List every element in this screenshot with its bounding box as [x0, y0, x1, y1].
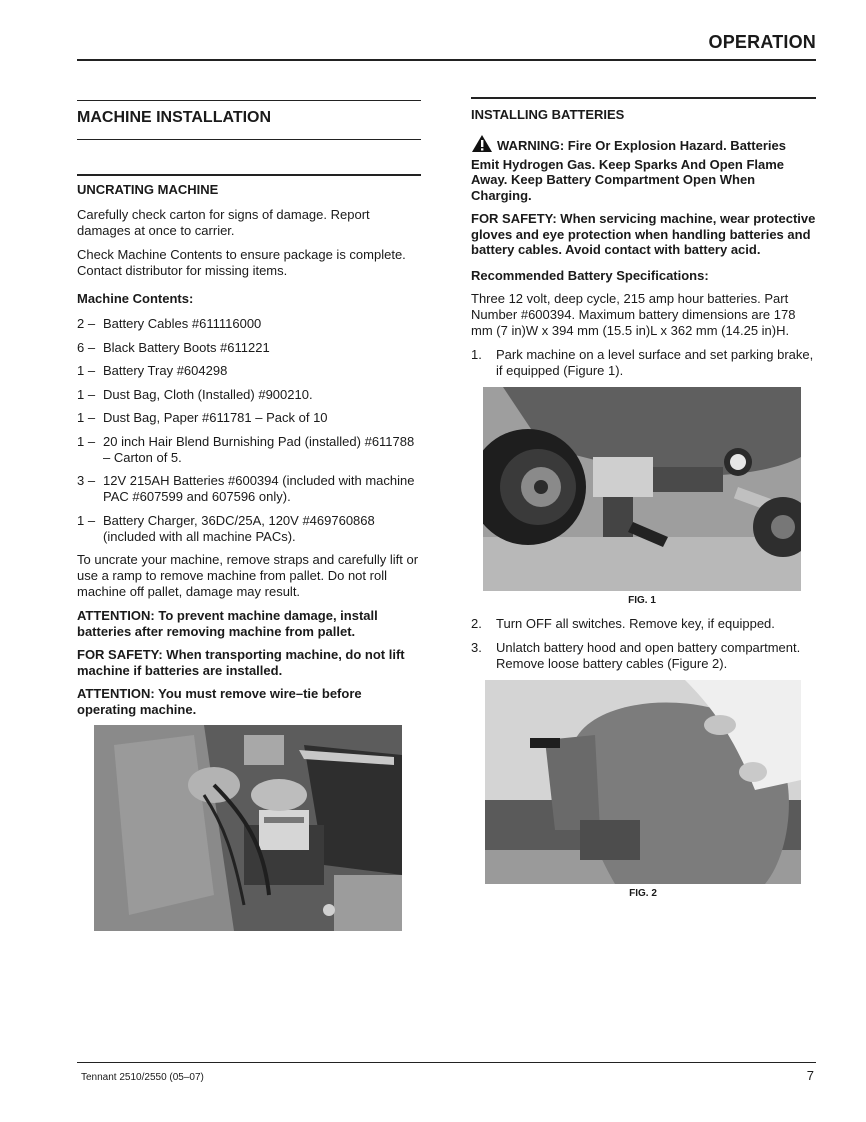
photo-figure-1: [483, 387, 801, 591]
figure-1-illustration: [483, 387, 801, 591]
safety-transport: FOR SAFETY: When transporting machine, do not lift machine if batteries are installed.: [77, 647, 405, 678]
warning-triangle-icon: [471, 134, 493, 157]
list-item: 1 – Dust Bag, Paper #611781 – Pack of 10: [77, 410, 328, 425]
figure-2-illustration: [485, 680, 801, 884]
warning-text: WARNING: Fire Or Explosion Hazard. Batteries Emit Hydrogen Gas. Keep Sparks And Open Flame Away. Keep Battery Compartment Open When Charging.: [471, 138, 786, 203]
list-item: 1. Park machine on a level surface and set parking brake, if equipped (Figure 1).: [471, 346, 814, 378]
list-item: 1 – Dust Bag, Cloth (Installed) #900210.: [77, 386, 313, 402]
section-rule-top: [77, 100, 421, 101]
figure-1-caption: FIG. 1: [628, 594, 656, 606]
paragraph-check-carton: Carefully check carton for signs of damage. Report damages at once to carrier.: [77, 207, 370, 238]
steps-list-b: [471, 616, 816, 672]
machine-contents-list: [77, 316, 421, 545]
figure-2-caption: FIG. 2: [629, 887, 657, 899]
steps-list-a: [471, 347, 816, 379]
uncrating-title: UNCRATING MACHINE: [77, 182, 219, 197]
safety-servicing: FOR SAFETY: When servicing machine, wear protective gloves and eye protection when handling batteries and battery cables. Avoid contact with battery acid.: [471, 211, 816, 257]
list-item: 1 – Battery Tray #604298: [77, 363, 228, 378]
left-column: [77, 100, 421, 931]
footer-document-id: Tennant 2510/2550 (05–07): [81, 1072, 204, 1083]
right-column: [471, 97, 816, 909]
footer-rule: [77, 1062, 816, 1063]
list-item: 3 – 12V 215AH Batteries #600394 (included with machine PAC #607599 and 607596 only).: [77, 473, 415, 504]
list-item: 3. Unlatch battery hood and open battery compartment. Remove loose battery cables (Figure 2).: [471, 639, 801, 671]
attention-install-batteries: ATTENTION: To prevent machine damage, install batteries after removing machine from pallet.: [77, 608, 378, 639]
attention-wire-tie: ATTENTION: You must remove wire–tie before operating machine.: [77, 686, 362, 717]
page-number: 7: [806, 1068, 814, 1083]
list-item: 1 – Battery Charger, 36DC/25A, 120V #469760868 (included with all machine PACs).: [77, 512, 375, 544]
list-item: 2. Turn OFF all switches. Remove key, if equipped.: [471, 615, 775, 631]
photo-wire-tie-illustration: [94, 725, 402, 931]
photo-figure-2: [485, 680, 801, 884]
list-item: 1 – 20 inch Hair Blend Burnishing Pad (installed) #611788 – Carton of 5.: [77, 433, 415, 465]
section-title-installing-batteries: INSTALLING BATTERIES: [471, 107, 625, 122]
photo-wire-tie-removal: [94, 725, 402, 931]
paragraph-uncrate: To uncrate your machine, remove straps and carefully lift or use a ramp to remove machine from pallet. Do not roll machine off pallet, damage may result.: [77, 552, 419, 599]
header-rule: [77, 59, 816, 61]
warning-block: [471, 134, 816, 203]
battery-spec-title: Recommended Battery Specifications:: [471, 267, 709, 283]
paragraph-check-contents: Check Machine Contents to ensure package is complete. Contact distributor for missing items.: [77, 247, 406, 278]
battery-spec-text: Three 12 volt, deep cycle, 215 amp hour batteries. Part Number #600394. Maximum battery dimensions are 178 mm (7 in)W x 394 mm (15.5 in)L x 362 mm (14.25 in)H.: [471, 290, 796, 338]
subsection-rule: [77, 174, 421, 176]
section-title-machine-installation: MACHINE INSTALLATION: [77, 109, 272, 126]
list-item: 6 – Black Battery Boots #611221: [77, 339, 270, 355]
list-item: 2 – Battery Cables #611116000: [77, 316, 262, 331]
machine-contents-title: Machine Contents:: [77, 291, 194, 306]
section-rule-top: [471, 97, 816, 99]
page-header-title: OPERATION: [708, 32, 816, 52]
